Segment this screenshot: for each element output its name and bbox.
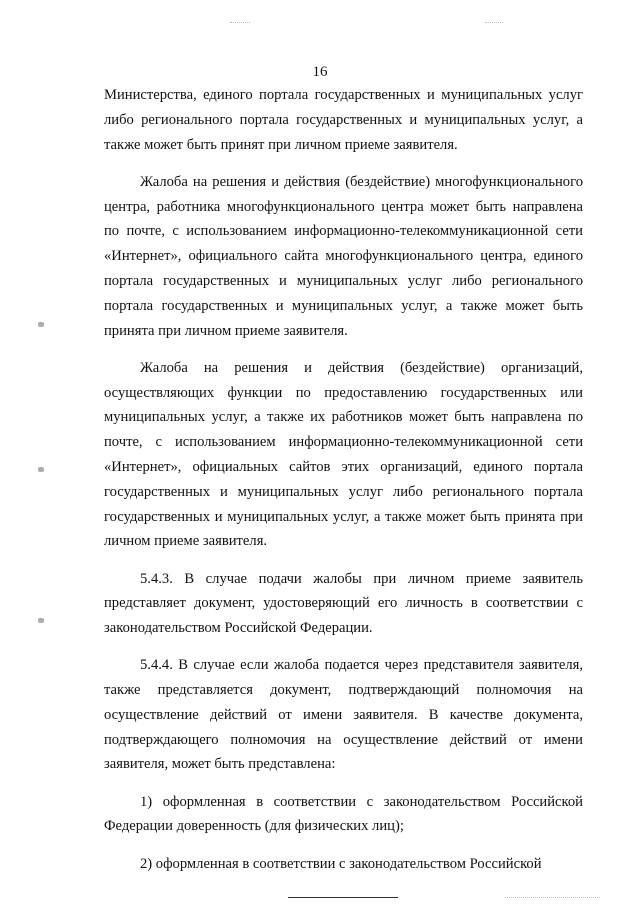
page-number: 16 <box>312 64 328 80</box>
paragraph-organizations-complaint: Жалоба на решения и действия (бездействие) организаций, осуществляющих функции по предоставлению государственных или муниципальных услуг, а также их работников может быть направлена по почте, с использованием информационно-телекоммуникационной сети «Интернет», официальных сайтов этих организаций, единого портала государственных и муниципальных услуг либо регионального портала государственных и муниципальных услуг, а также может быть принята при личном приеме заявителя. <box>104 359 583 550</box>
margin-mark-1 <box>38 322 44 327</box>
paragraph-5-4-3: 5.4.3. В случае подачи жалобы при личном приеме заявитель представляет документ, удостоверяющий его личность в соответствии с законодательством Российской Федерации. <box>104 570 583 637</box>
list-item-1: 1) оформленная в соответствии с законодательством Российской Федерации доверенность (для физических лиц); <box>104 793 583 835</box>
paragraph-mfc-complaint: Жалоба на решения и действия (бездействие) многофункционального центра, работника многофункционального центра может быть направлена по почте, с использованием информационно-телекоммуникационной сети «Интернет», официального сайта многофункционального центра, единого портала государственных и муниципальных услуг либо регионального портала государственных и муниципальных услуг, а также может быть принята при личном приеме заявителя. <box>104 173 583 339</box>
bottom-rule <box>288 897 398 898</box>
document-body <box>104 83 583 889</box>
scan-artifact-top-left <box>230 22 250 24</box>
scan-artifact-top-right <box>485 22 503 24</box>
scan-artifact-bottom-right <box>505 897 600 899</box>
paragraph-continued: Министерства, единого портала государственных и муниципальных услуг либо регионального портала государственных и муниципальных услуг, а также может быть принят при личном приеме заявителя. <box>104 87 583 153</box>
margin-mark-3 <box>38 618 44 623</box>
list-item-2: 2) оформленная в соответствии с законодательством Российской <box>140 855 542 872</box>
margin-mark-2 <box>38 467 44 472</box>
paragraph-5-4-4: 5.4.4. В случае если жалоба подается через представителя заявителя, также представляется документ, подтверждающий полномочия на осуществление действий от имени заявителя. В качестве документа, подтверждающего полномочия на осуществление действий от имени заявителя, может быть представлена: <box>104 657 583 773</box>
